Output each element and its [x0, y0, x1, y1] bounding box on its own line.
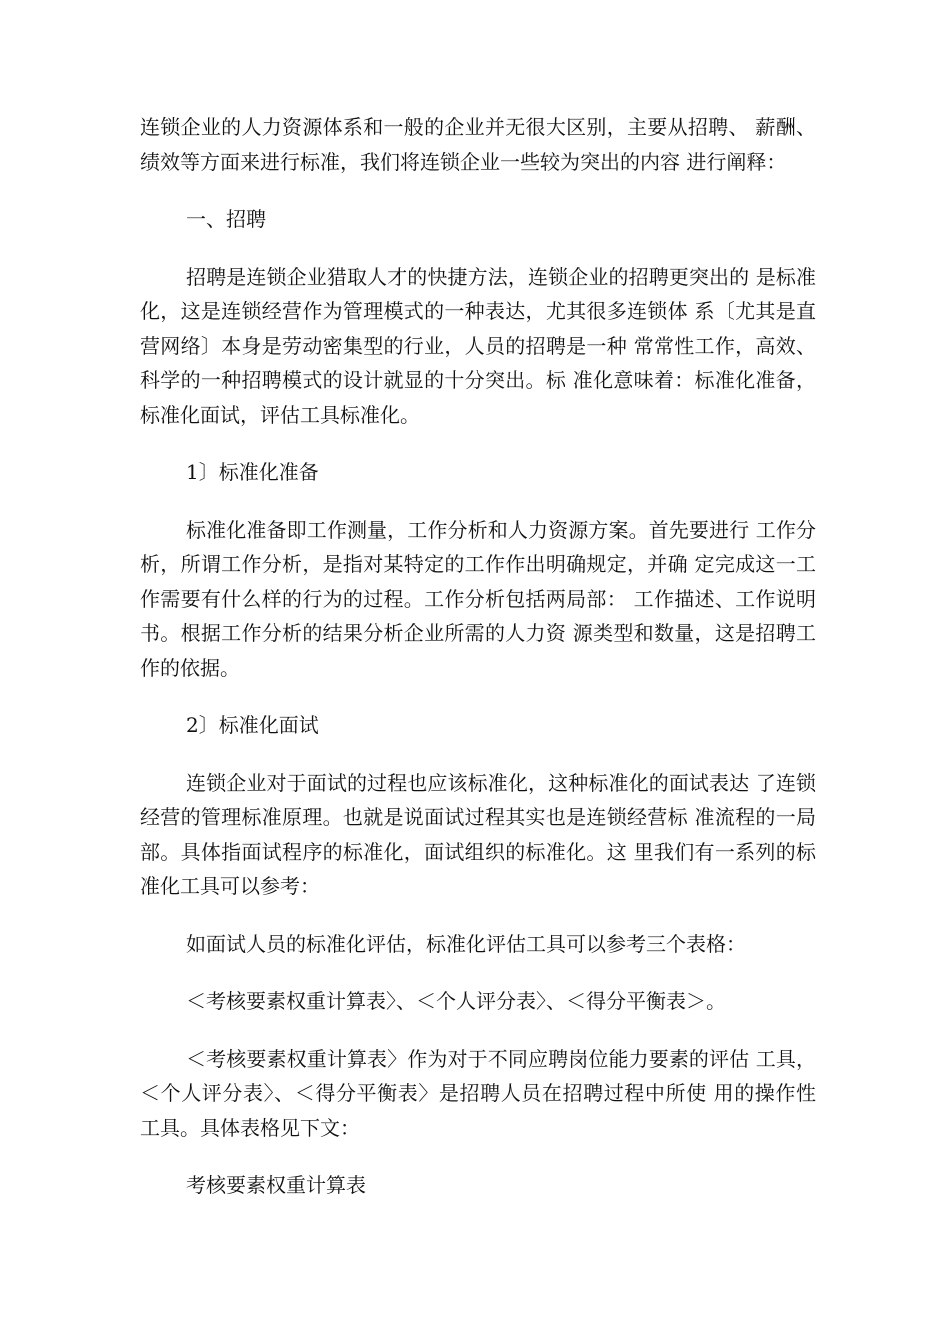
document-page [140, 110, 816, 1226]
table-title: 考核要素权重计算表 [186, 1173, 366, 1197]
tables-description-paragraph: ＜考核要素权重计算表〉作为对于不同应聘岗位能力要素的评估 工具，＜个人评分表〉、＜得分平衡表〉是招聘人员在招聘过程中所使 用的操作性工具。具体表格见下文： [140, 1046, 816, 1140]
tables-list-paragraph: ＜考核要素权重计算表〉、＜个人评分表〉、＜得分平衡表＞。 [186, 989, 726, 1013]
interview-paragraph: 连锁企业对于面试的过程也应该标准化，这种标准化的面试表达 了连锁经营的管理标准原理。也就是说面试过程其实也是连锁经营标 准流程的一局部。具体指面试程序的标准化，面试组织的标准化。这 里我们有一系列的标准化工具可以参考： [140, 770, 816, 898]
recruitment-paragraph: 招聘是连锁企业猎取人才的快捷方法，连锁企业的招聘更突出的 是标准化，这是连锁经营作为管理模式的一种表达，尤其很多连锁体 系〔尤其是直营网络〕本身是劳动密集型的行业，人员的招聘是一种 常常性工作，高效、科学的一种招聘模式的设计就显的十分突出。标 准化意味着：标准化准备，标准化面试，评估工具标准化。 [140, 264, 816, 427]
subheading-standard-preparation: 1〕标准化准备 [186, 460, 319, 484]
preparation-paragraph: 标准化准备即工作测量，工作分析和人力资源方案。首先要进行 工作分析，所谓工作分析，是指对某特定的工作作出明确规定，并确 定完成这一工作需要有什么样的行为的过程。工作分析包括两局部： 工作描述、工作说明书。根据工作分析的结果分析企业所需的人力资 源类型和数量，这是招聘工作的依据。 [140, 517, 816, 680]
subheading-standard-interview: 2〕标准化面试 [186, 713, 319, 737]
evaluation-paragraph: 如面试人员的标准化评估，标准化评估工具可以参考三个表格： [186, 931, 746, 956]
section-heading-recruitment: 一、招聘 [186, 207, 266, 231]
intro-paragraph: 连锁企业的人力资源体系和一般的企业并无很大区别，主要从招聘、 薪酬、绩效等方面来进行标准，我们将连锁企业一些较为突出的内容 进行阐释： [140, 115, 816, 174]
